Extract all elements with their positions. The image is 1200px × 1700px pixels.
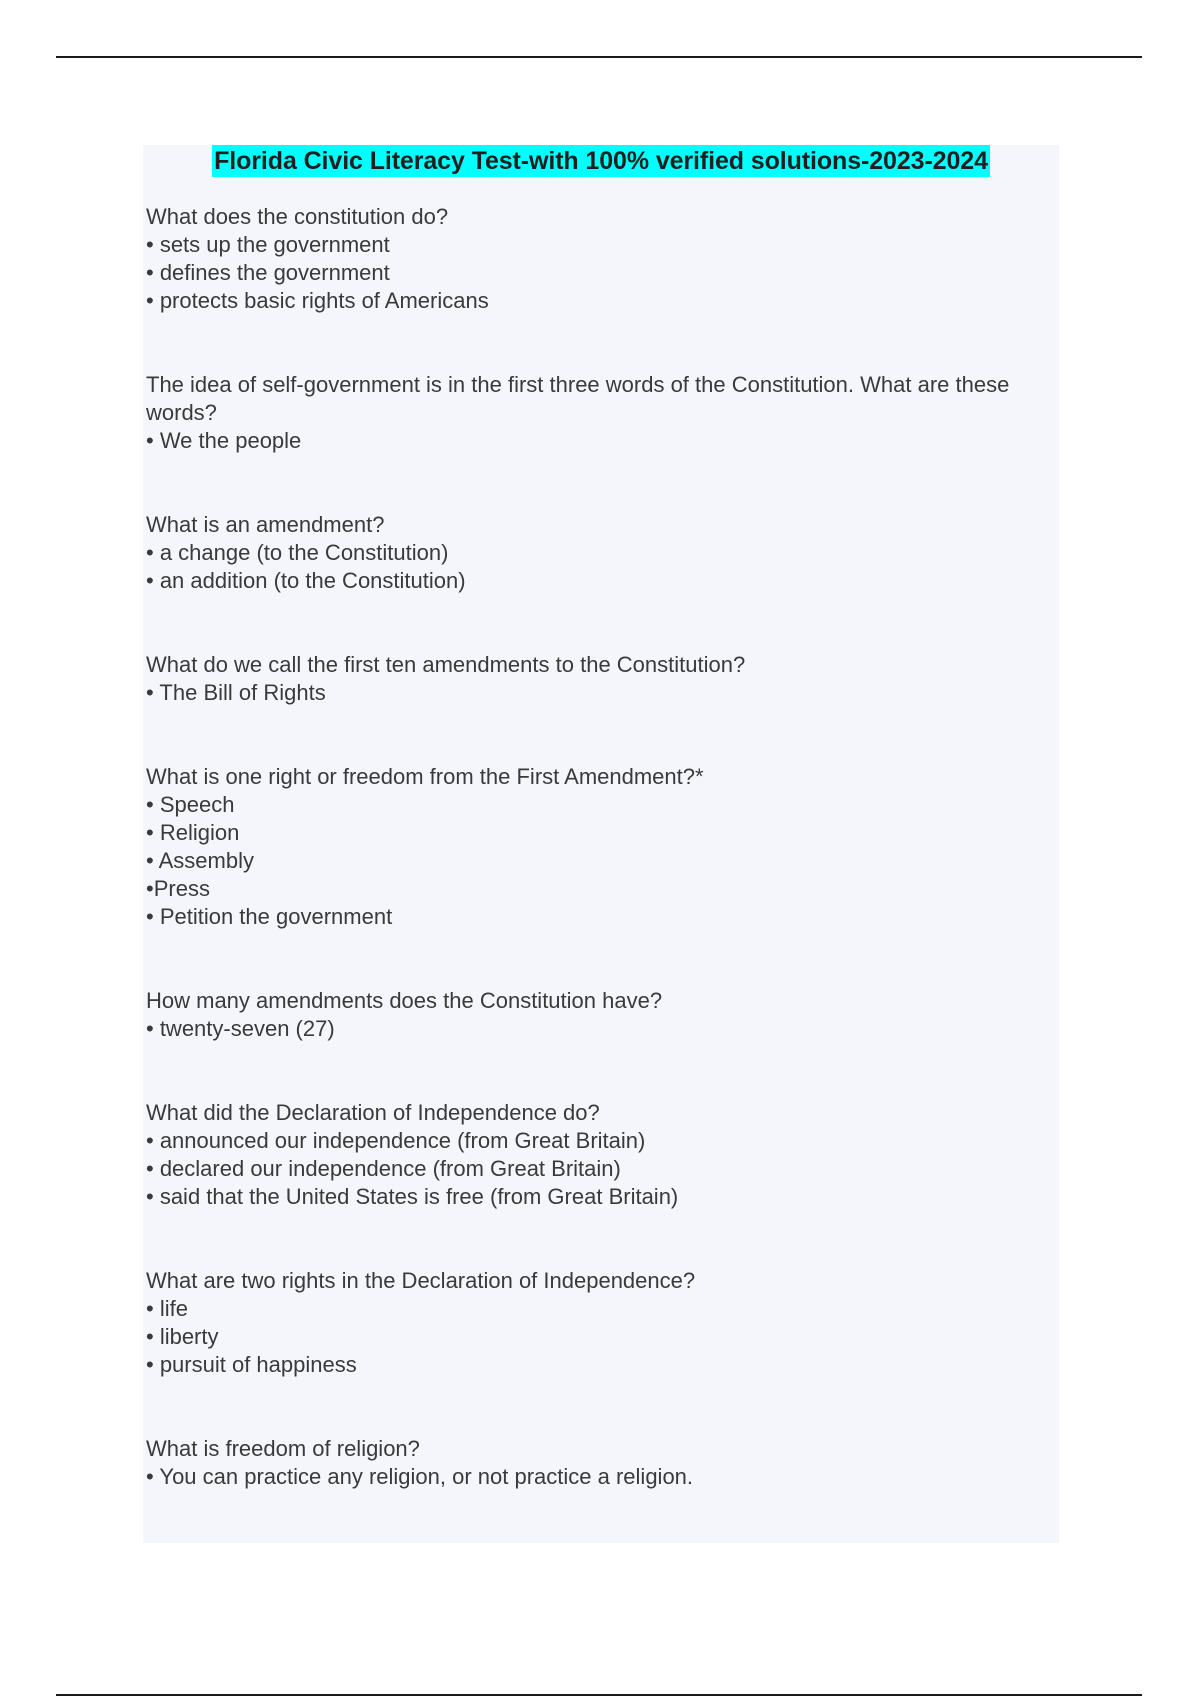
- answer-list: [146, 1015, 1059, 1043]
- answer-item: • Assembly: [146, 848, 254, 873]
- question-text: What did the Declaration of Independence do?: [146, 1100, 600, 1125]
- question-text: The idea of self-government is in the first three words of the Constitution. What are these words?: [146, 372, 1010, 425]
- question-text: What is an amendment?: [146, 512, 385, 537]
- answer-list: [146, 791, 1059, 931]
- qa-item: [146, 651, 1059, 707]
- answer-item: • We the people: [146, 428, 302, 453]
- answer-item: • Speech: [146, 792, 235, 817]
- answer-item: • life: [146, 1296, 188, 1321]
- question-text: What is one right or freedom from the First Amendment?*: [146, 764, 704, 789]
- header-rule: [56, 56, 1142, 58]
- answer-item: •Press: [146, 876, 210, 901]
- qa-item: [146, 371, 1059, 455]
- answer-item: • announced our independence (from Great Britain): [146, 1128, 646, 1153]
- qa-item: [146, 1267, 1059, 1379]
- answer-item: • liberty: [146, 1324, 219, 1349]
- answer-item: • a change (to the Constitution): [146, 540, 449, 565]
- qa-item: [146, 763, 1059, 931]
- answer-item: • protects basic rights of Americans: [146, 288, 489, 313]
- answer-item: • Religion: [146, 820, 240, 845]
- question-text: What does the constitution do?: [146, 204, 449, 229]
- answer-list: [146, 679, 1059, 707]
- answer-item: • pursuit of happiness: [146, 1352, 357, 1377]
- document-body: [143, 145, 1059, 1543]
- question-text: What are two rights in the Declaration of Independence?: [146, 1268, 696, 1293]
- answer-list: [146, 427, 1059, 455]
- answer-item: • declared our independence (from Great Britain): [146, 1156, 621, 1181]
- answer-list: [146, 1463, 1059, 1491]
- answer-item: • twenty-seven (27): [146, 1016, 335, 1041]
- answer-item: • sets up the government: [146, 232, 390, 257]
- answer-item: • You can practice any religion, or not practice a religion.: [146, 1464, 694, 1489]
- document-title: Florida Civic Literacy Test-with 100% verified solutions-2023-2024: [214, 147, 988, 175]
- footer-rule: [56, 1694, 1142, 1696]
- answer-item: • defines the government: [146, 260, 390, 285]
- qa-item: [146, 1099, 1059, 1211]
- question-text: What do we call the first ten amendments to the Constitution?: [146, 652, 746, 677]
- qa-item: [146, 511, 1059, 595]
- answer-item: • said that the United States is free (from Great Britain): [146, 1184, 679, 1209]
- answer-item: • The Bill of Rights: [146, 680, 326, 705]
- answer-list: [146, 231, 1059, 315]
- title-wrapper: [143, 145, 1059, 181]
- question-text: How many amendments does the Constitution have?: [146, 988, 663, 1013]
- answer-item: • Petition the government: [146, 904, 393, 929]
- qa-list: [143, 203, 1059, 1491]
- question-text: What is freedom of religion?: [146, 1436, 420, 1461]
- answer-list: [146, 539, 1059, 595]
- qa-item: [146, 203, 1059, 315]
- answer-list: [146, 1127, 1059, 1211]
- qa-item: [146, 987, 1059, 1043]
- answer-list: [146, 1295, 1059, 1379]
- answer-item: • an addition (to the Constitution): [146, 568, 466, 593]
- qa-item: [146, 1435, 1059, 1491]
